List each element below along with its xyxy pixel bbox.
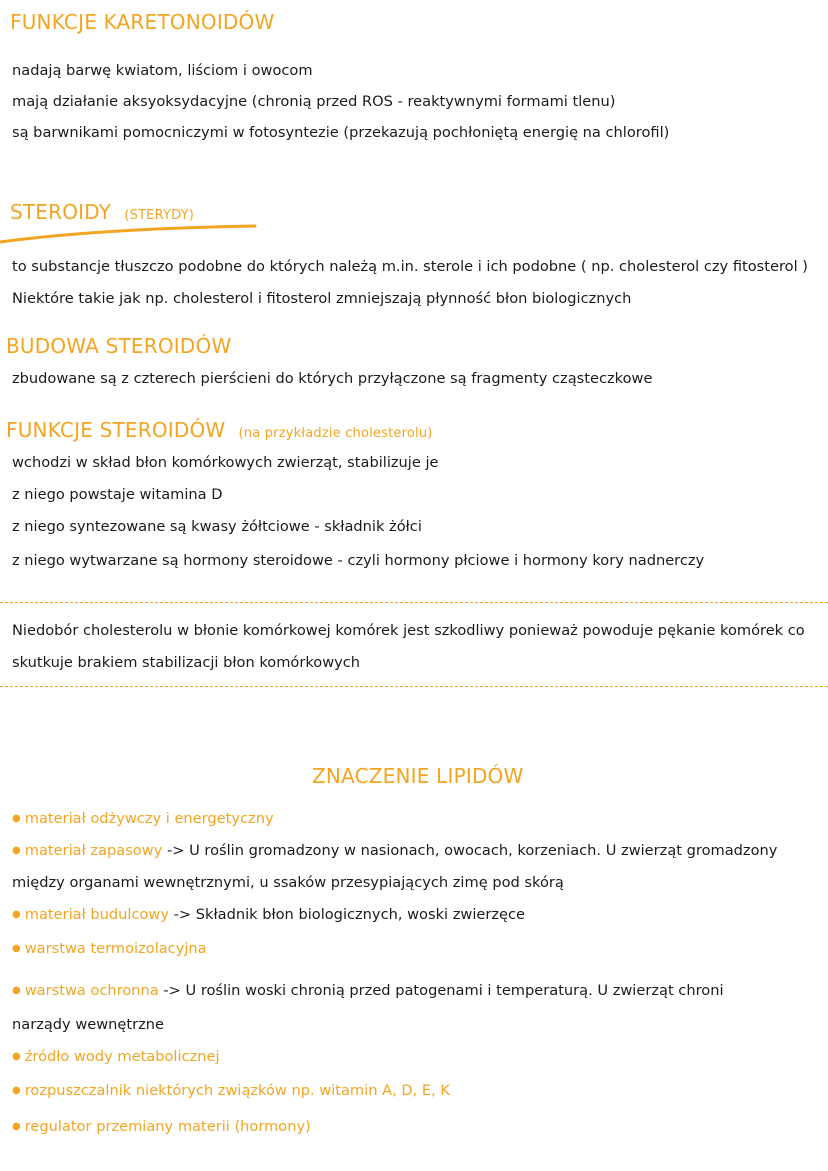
lipids-item-3 xyxy=(12,906,525,923)
note-top-rule xyxy=(0,602,828,603)
steroids-line-1: to substancje tłuszczo podobne do których należą m.in. sterole i ich podobne ( np. cholesterol czy fitosterol ) xyxy=(12,258,808,275)
steroids-title: STEROIDY xyxy=(10,200,112,224)
functions-line-3: z niego syntezowane są kwasy żółtciowe - składnik żółci xyxy=(12,518,422,535)
note-line-2: skutkuje brakiem stabilizacji błon komórkowych xyxy=(12,654,361,671)
carotenoids-line-2: mają działanie aksyoksydacyjne (chronią przed ROS - reaktywnymi formami tlenu) xyxy=(12,93,616,110)
lipids-title: ZNACZENIE LIPIDÓW xyxy=(312,764,524,788)
lipids-item-8 xyxy=(12,1118,311,1135)
lipids-item-desc: -> U roślin woski chronią przed patogenami i temperaturą. U zwierząt chroni xyxy=(163,982,724,999)
bullet-icon: ● xyxy=(12,985,21,996)
bullet-icon: ● xyxy=(12,1121,21,1132)
lipids-item-2-continued xyxy=(12,874,564,891)
lipids-item-6 xyxy=(12,1048,220,1065)
lipids-item-term: rozpuszczalnik niektórych związków np. witamin A, D, E, K xyxy=(24,1082,450,1099)
lipids-item-term: źródło wody metabolicznej xyxy=(24,1048,220,1065)
steroids-subtitle: (STERYDY) xyxy=(124,208,195,223)
note-line-1: Niedobór cholesterolu w błonie komórkowej komórek jest szkodliwy ponieważ powoduje pękanie komórek co xyxy=(12,622,805,639)
functions-line-4: z niego wytwarzane są hormony steroidowe - czyli hormony płciowe i hormony kory nadnerczy xyxy=(12,552,705,569)
steroids-heading xyxy=(10,200,194,224)
functions-line-2: z niego powstaje witamina D xyxy=(12,486,223,503)
functions-subtitle: (na przykładzie cholesterolu) xyxy=(238,426,433,441)
lipids-item-desc: narządy wewnętrzne xyxy=(12,1016,165,1033)
functions-title: FUNKCJE STEROIDÓW xyxy=(6,418,226,442)
steroids-underline xyxy=(0,222,260,246)
lipids-item-5-continued xyxy=(12,1016,164,1033)
bullet-icon: ● xyxy=(12,1085,21,1096)
bullet-icon: ● xyxy=(12,943,21,954)
functions-heading xyxy=(6,418,433,442)
lipids-item-term: warstwa termoizolacyjna xyxy=(24,940,207,957)
carotenoids-title: FUNKCJE KARETONOIDÓW xyxy=(10,10,275,34)
lipids-item-term: materiał budulcowy xyxy=(24,906,169,923)
lipids-item-term: warstwa ochronna xyxy=(24,982,159,999)
structure-line-1: zbudowane są z czterech pierścieni do których przyłączone są fragmenty cząsteczkowe xyxy=(12,370,653,387)
bullet-icon: ● xyxy=(12,1051,21,1062)
lipids-item-desc: -> Składnik błon biologicznych, woski zwierzęce xyxy=(173,906,526,923)
steroids-line-2: Niektóre takie jak np. cholesterol i fitosterol zmniejszają płynność błon biologicznych xyxy=(12,290,632,307)
carotenoids-line-3: są barwnikami pomocniczymi w fotosyntezie (przekazują pochłoniętą energię na chlorofil) xyxy=(12,124,670,141)
lipids-item-term: materiał zapasowy xyxy=(24,842,163,859)
structure-title: BUDOWA STEROIDÓW xyxy=(6,334,232,358)
lipids-item-2 xyxy=(12,842,777,859)
lipids-item-desc: między organami wewnętrznymi, u ssaków przesypiających zimę pod skórą xyxy=(12,874,564,891)
lipids-item-term: materiał odżywczy i energetyczny xyxy=(24,810,274,827)
bullet-icon: ● xyxy=(12,813,21,824)
bullet-icon: ● xyxy=(12,909,21,920)
lipids-item-7 xyxy=(12,1082,450,1099)
lipids-item-term: regulator przemiany materii (hormony) xyxy=(24,1118,311,1135)
bullet-icon: ● xyxy=(12,845,21,856)
lipids-item-5 xyxy=(12,982,724,999)
note-bottom-rule xyxy=(0,686,828,687)
carotenoids-line-1: nadają barwę kwiatom, liściom i owocom xyxy=(12,62,313,79)
lipids-item-4 xyxy=(12,940,207,957)
lipids-item-desc: -> U roślin gromadzony w nasionach, owocach, korzeniach. U zwierząt gromadzony xyxy=(166,842,778,859)
lipids-item-1 xyxy=(12,810,274,827)
functions-line-1: wchodzi w skład błon komórkowych zwierząt, stabilizuje je xyxy=(12,454,439,471)
